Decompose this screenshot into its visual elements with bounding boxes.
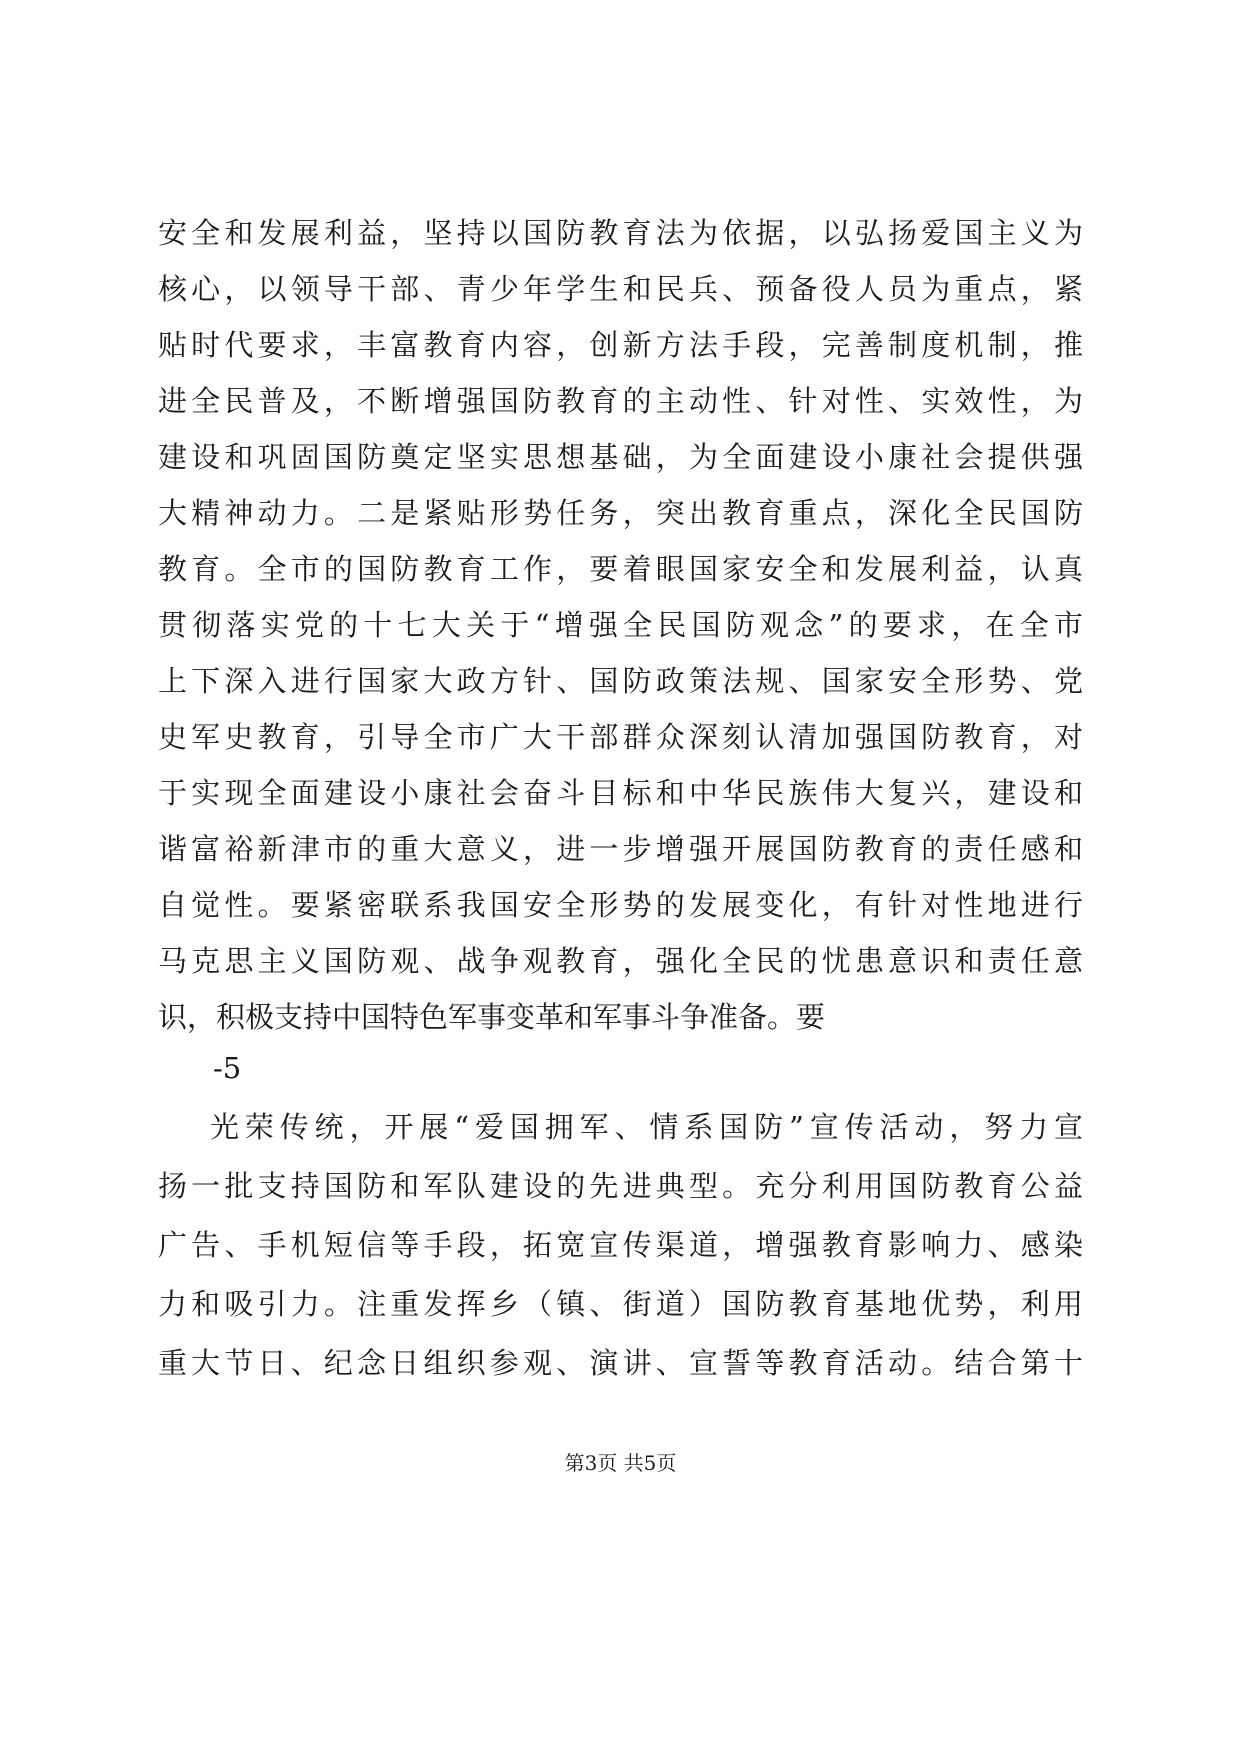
text-line: 重大节日、纪念日组织参观、演讲、宣誓等教育活动。结合第十 [158,1346,1083,1380]
text-line: 广告、手机短信等手段，拓宽宣传渠道，增强教育影响力、感染 [158,1228,1083,1262]
text-line: 扬一批支持国防和军队建设的先进典型。充分利用国防教育公益 [158,1169,1083,1203]
text-line: 谐富裕新津市的重大意义，进一步增强开展国防教育的责任感和 [158,832,1083,866]
page-marker: -5 [213,1051,242,1085]
text-line: 贴时代要求，丰富教育内容，创新方法手段，完善制度机制，推 [158,328,1083,362]
page-number-label: 第3页 共5页 [564,1451,677,1475]
text-line: 大精神动力。二是紧贴形势任务，突出教育重点，深化全民国防 [158,496,1083,530]
text-line: 进全民普及，不断增强国防教育的主动性、针对性、实效性，为 [158,384,1083,418]
text-line: 核心，以领导干部、青少年学生和民兵、预备役人员为重点，紧 [158,272,1083,306]
text-line-last: 识，积极支持中国特色军事变革和军事斗争准备。要 [158,1000,826,1034]
text-line: 马克思主义国防观、战争观教育，强化全民的忧患意识和责任意 [158,944,1083,978]
text-line: 于实现全面建设小康社会奋斗目标和中华民族伟大复兴，建设和 [158,776,1083,810]
paragraph-block-1 [158,205,1083,1045]
text-line: 建设和巩固国防奠定坚实思想基础，为全面建设小康社会提供强 [158,440,1083,474]
paragraph-block-2 [158,1098,1083,1393]
text-line: 力和吸引力。注重发挥乡（镇、街道）国防教育基地优势，利用 [158,1287,1083,1321]
text-line: 教育。全市的国防教育工作，要着眼国家安全和发展利益，认真 [158,552,1083,586]
text-line-first: 光荣传统，开展“爱国拥军、情系国防”宣传活动，努力宣 [210,1110,1083,1144]
text-line: 自觉性。要紧密联系我国安全形势的发展变化，有针对性地进行 [158,888,1083,922]
text-line: 贯彻落实党的十七大关于“增强全民国防观念”的要求，在全市 [158,608,1083,642]
text-line: 史军史教育，引导全市广大干部群众深刻认清加强国防教育，对 [158,720,1083,754]
text-line: 安全和发展利益，坚持以国防教育法为依据，以弘扬爱国主义为 [158,216,1083,250]
text-line: 上下深入进行国家大政方针、国防政策法规、国家安全形势、党 [158,664,1083,698]
page-footer [0,1449,1241,1477]
